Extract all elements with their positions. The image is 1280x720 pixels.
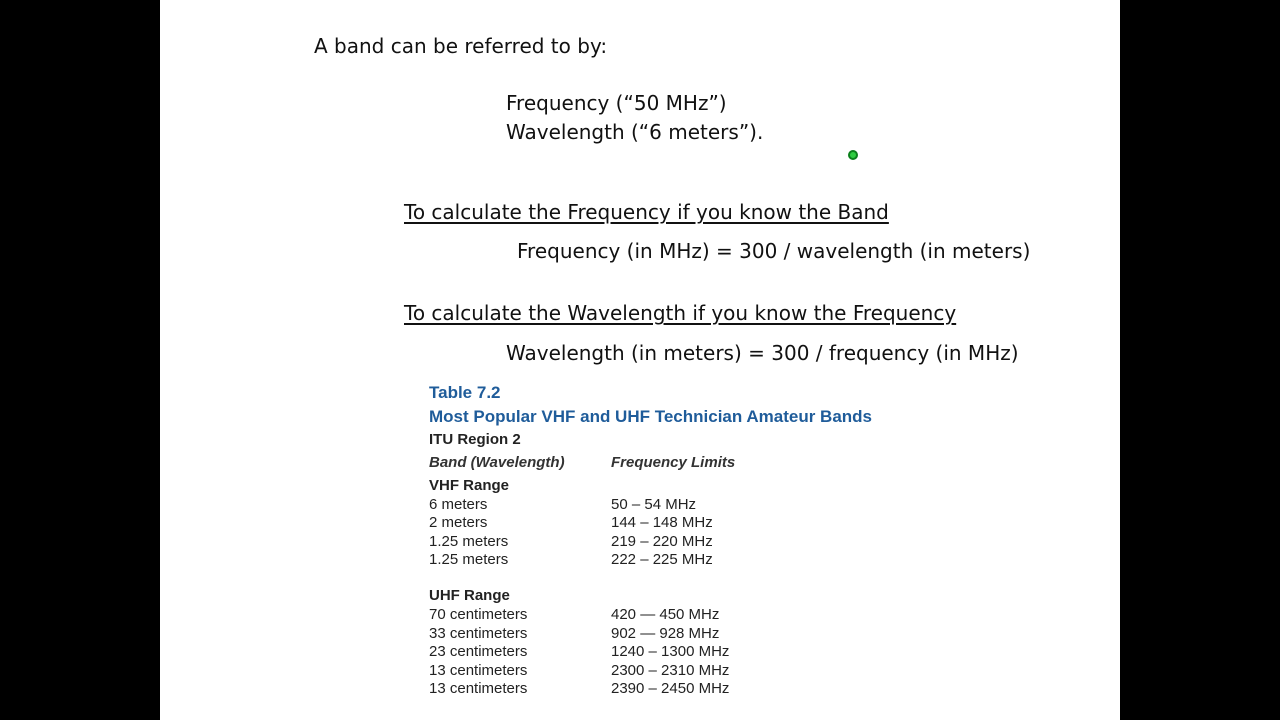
table-number: Table 7.2 <box>429 383 501 402</box>
freq-cell: 222 – 225 MHz <box>611 551 713 568</box>
band-cell: 33 centimeters <box>429 625 528 642</box>
wavelength-example: Wavelength (“6 meters”). <box>506 120 764 144</box>
band-table <box>429 381 909 711</box>
calc-frequency-heading: To calculate the Frequency if you know the Band <box>404 200 889 224</box>
freq-cell: 219 – 220 MHz <box>611 533 713 550</box>
intro-text: A band can be referred to by: <box>314 34 608 58</box>
band-cell: 1.25 meters <box>429 551 509 568</box>
calc-wavelength-heading: To calculate the Wavelength if you know the Frequency <box>404 301 957 325</box>
pointer-icon <box>848 150 858 160</box>
freq-cell: 2300 – 2310 MHz <box>611 662 730 679</box>
band-cell: 2 meters <box>429 514 488 531</box>
calc-wavelength-formula: Wavelength (in meters) = 300 / frequency (in MHz) <box>506 341 1019 365</box>
freq-cell: 902 — 928 MHz <box>611 625 720 642</box>
table-title: Most Popular VHF and UHF Technician Amateur Bands <box>429 407 872 426</box>
vhf-range-label: VHF Range <box>429 477 510 494</box>
band-cell: 70 centimeters <box>429 606 528 623</box>
col-band-header: Band (Wavelength) <box>429 454 565 471</box>
freq-cell: 50 – 54 MHz <box>611 496 697 513</box>
calc-frequency-formula: Frequency (in MHz) = 300 / wavelength (in meters) <box>517 239 1031 263</box>
band-cell: 13 centimeters <box>429 680 528 697</box>
table-region: ITU Region 2 <box>429 431 521 448</box>
freq-cell: 420 — 450 MHz <box>611 606 720 623</box>
band-cell: 13 centimeters <box>429 662 528 679</box>
band-cell: 6 meters <box>429 496 488 513</box>
band-cell: 23 centimeters <box>429 643 528 660</box>
frequency-example: Frequency (“50 MHz”) <box>506 91 727 115</box>
band-cell: 1.25 meters <box>429 533 509 550</box>
uhf-range-label: UHF Range <box>429 587 510 604</box>
freq-cell: 144 – 148 MHz <box>611 514 713 531</box>
freq-cell: 2390 – 2450 MHz <box>611 680 730 697</box>
freq-cell: 1240 – 1300 MHz <box>611 643 730 660</box>
col-freq-header: Frequency Limits <box>611 454 736 471</box>
slide <box>160 0 1120 720</box>
